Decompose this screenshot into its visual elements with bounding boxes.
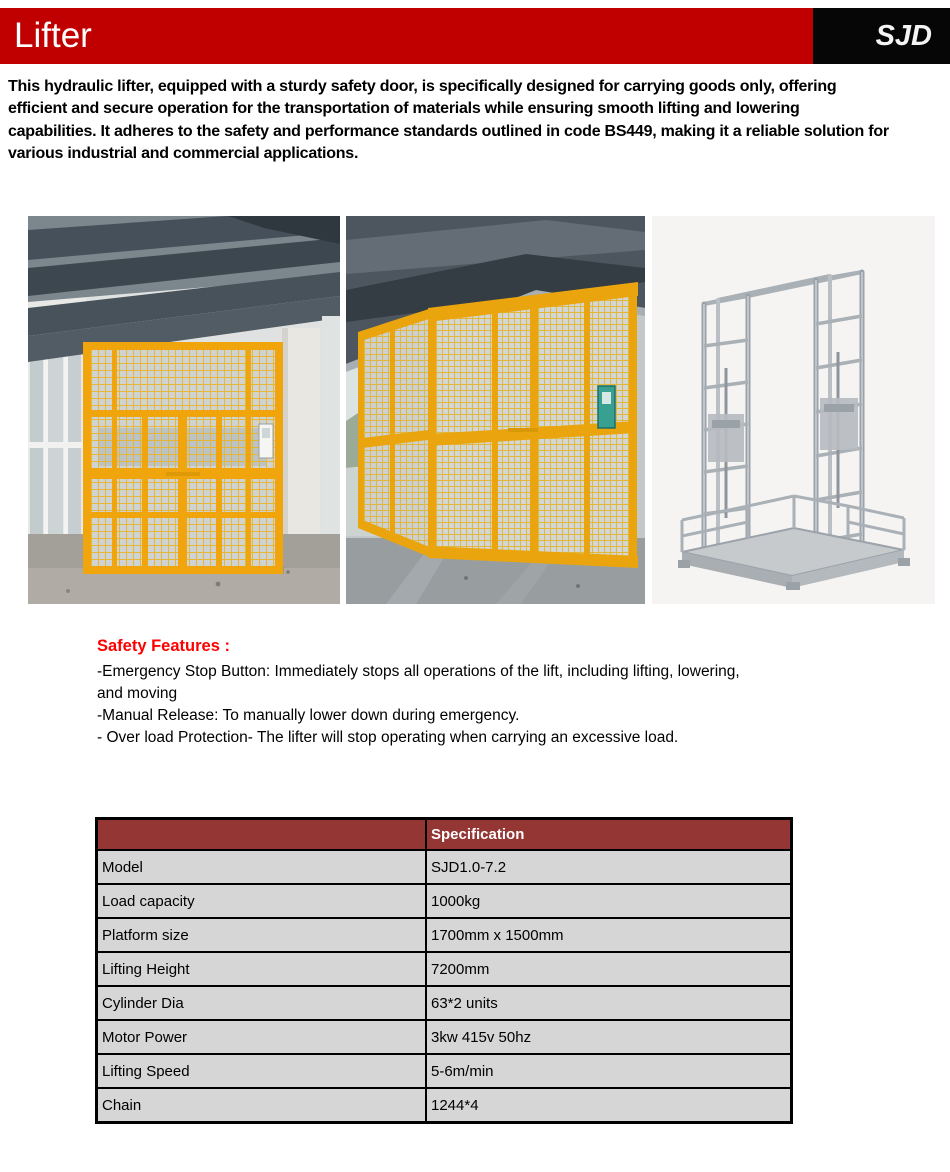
spec-header-empty-cell [97,819,427,851]
table-row [97,884,792,918]
table-row [97,986,792,1020]
spec-label: Lifting Speed [97,1054,427,1088]
spec-value: 3kw 415v 50hz [426,1020,792,1054]
spec-label: Motor Power [97,1020,427,1054]
spec-table-header-row [97,819,792,851]
title-bar [0,8,950,64]
table-row [97,1054,792,1088]
spec-label: Cylinder Dia [97,986,427,1020]
lifter-frame-3d-render [652,216,935,604]
safety-item: -Emergency Stop Button: Immediately stops all operations of the lift, including lifting, lowering, and moving [97,663,740,702]
brand-logo: SJD [875,20,932,52]
spec-value: 1000kg [426,884,792,918]
safety-item: -Manual Release: To manually lower down during emergency. [97,707,520,724]
product-images-row [28,216,935,604]
safety-item: - Over load Protection- The lifter will stop operating when carrying an excessive load. [97,729,679,746]
spec-value: SJD1.0-7.2 [426,850,792,884]
spec-value: 5-6m/min [426,1054,792,1088]
spec-value: 63*2 units [426,986,792,1020]
spec-label: Load capacity [97,884,427,918]
yellow-cage-lifter-front-photo [28,216,340,604]
brand-box [813,8,950,64]
spec-label: Chain [97,1088,427,1123]
spec-label: Lifting Height [97,952,427,986]
title-bar-red [0,8,813,64]
table-row [97,850,792,884]
table-row [97,1088,792,1123]
spec-header-title: Specification [426,819,792,851]
page-title: Lifter [14,16,92,55]
table-row [97,952,792,986]
spec-value: 1700mm x 1500mm [426,918,792,952]
intro-paragraph: This hydraulic lifter, equipped with a sturdy safety door, is specifically designed for carrying goods only, offering efficient and secure operation for the transportation of materials while ensuring smooth lifting and lowering capabilities. It adheres to the safety and performance standards outlined in code BS449, making it a reliable solution for various industrial and commercial applications. [8,78,889,163]
spec-value: 1244*4 [426,1088,792,1123]
table-row [97,918,792,952]
spec-table [95,817,793,1124]
spec-label: Platform size [97,918,427,952]
spec-value: 7200mm [426,952,792,986]
safety-heading: Safety Features : [97,637,230,655]
spec-label: Model [97,850,427,884]
yellow-cage-lifter-angle-photo [346,216,645,604]
safety-section [97,637,769,749]
table-row [97,1020,792,1054]
